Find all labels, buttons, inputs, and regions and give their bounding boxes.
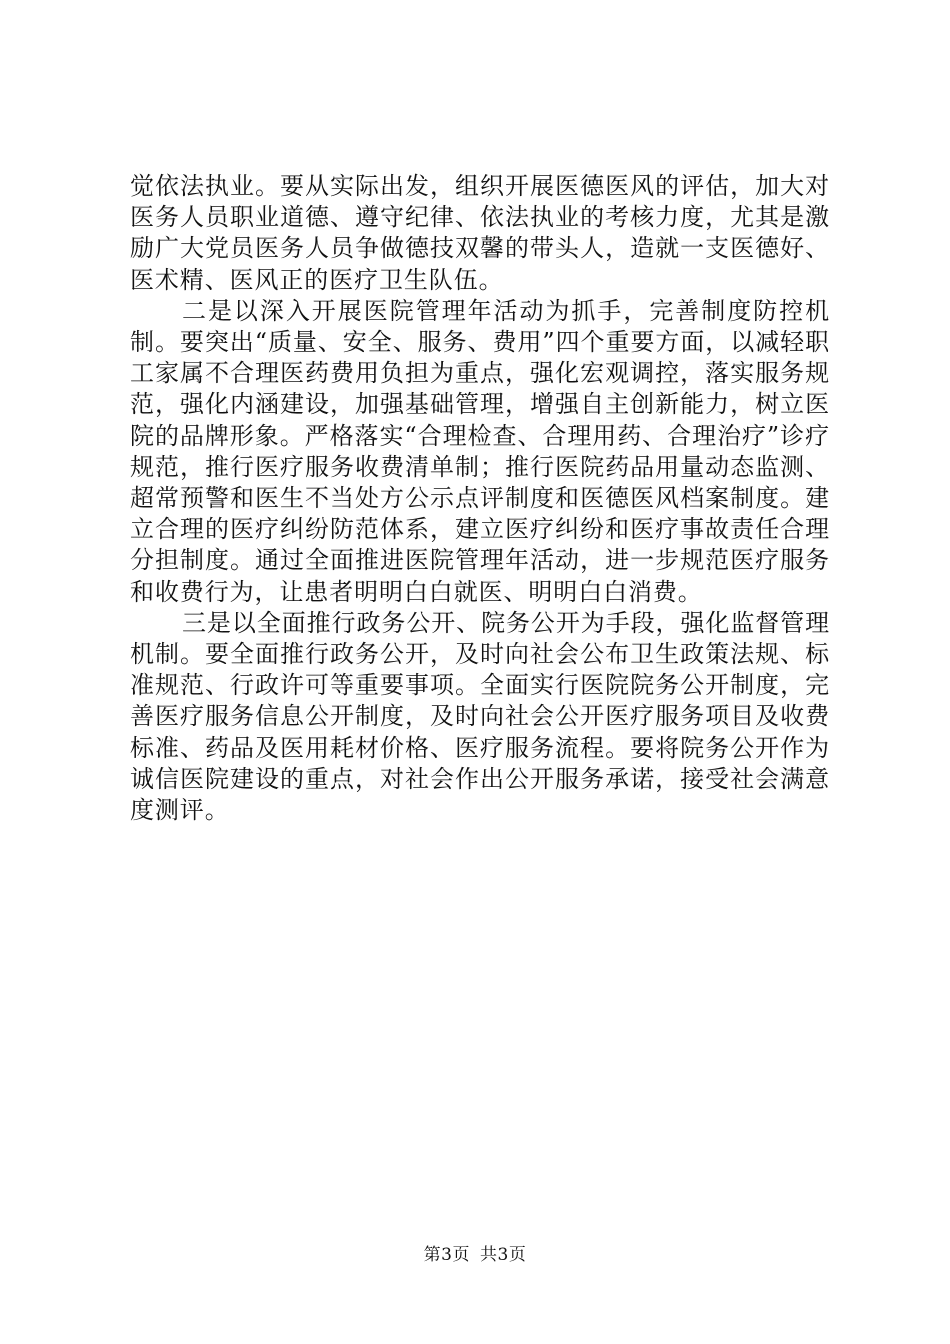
document-body [130,171,830,826]
paragraph-item-three: 三是以全面推行政务公开、院务公开为手段，强化监督管理机制。要全面推行政务公开，及时向社会公布卫生政策法规、标准规范、行政许可等重要事项。全面实行医院院务公开制度，完善医疗服务信息公开制度，及时向社会公开医疗服务项目及收费标准、药品及医用耗材价格、医疗服务流程。要将院务公开作为诚信医院建设的重点，对社会作出公开服务承诺，接受社会满意度测评。 [130,608,830,825]
page-footer [0,1243,950,1267]
paragraph-continuation: 觉依法执业。要从实际出发，组织开展医德医风的评估，加大对医务人员职业道德、遵守纪律、依法执业的考核力度，尤其是激励广大党员医务人员争做德技双馨的带头人，造就一支医德好、医术精、医风正的医疗卫生队伍。 [130,172,830,294]
page-total: 共3页 [480,1245,527,1265]
page-number: 第3页 [423,1245,470,1265]
paragraph-item-two: 二是以深入开展医院管理年活动为抓手，完善制度防控机制。要突出“质量、安全、服务、费用”四个重要方面，以减轻职工家属不合理医药费用负担为重点，强化宏观调控，落实服务规范，强化内涵建设，加强基础管理，增强自主创新能力，树立医院的品牌形象。严格落实“合理检查、合理用药、合理治疗”诊疗规范，推行医疗服务收费清单制；推行医院药品用量动态监测、超常预警和医生不当处方公示点评制度和医德医风档案制度。建立合理的医疗纠纷防范体系，建立医疗纠纷和医疗事故责任合理分担制度。通过全面推进医院管理年活动，进一步规范医疗服务和收费行为，让患者明明白白就医、明明白白消费。 [130,296,830,606]
